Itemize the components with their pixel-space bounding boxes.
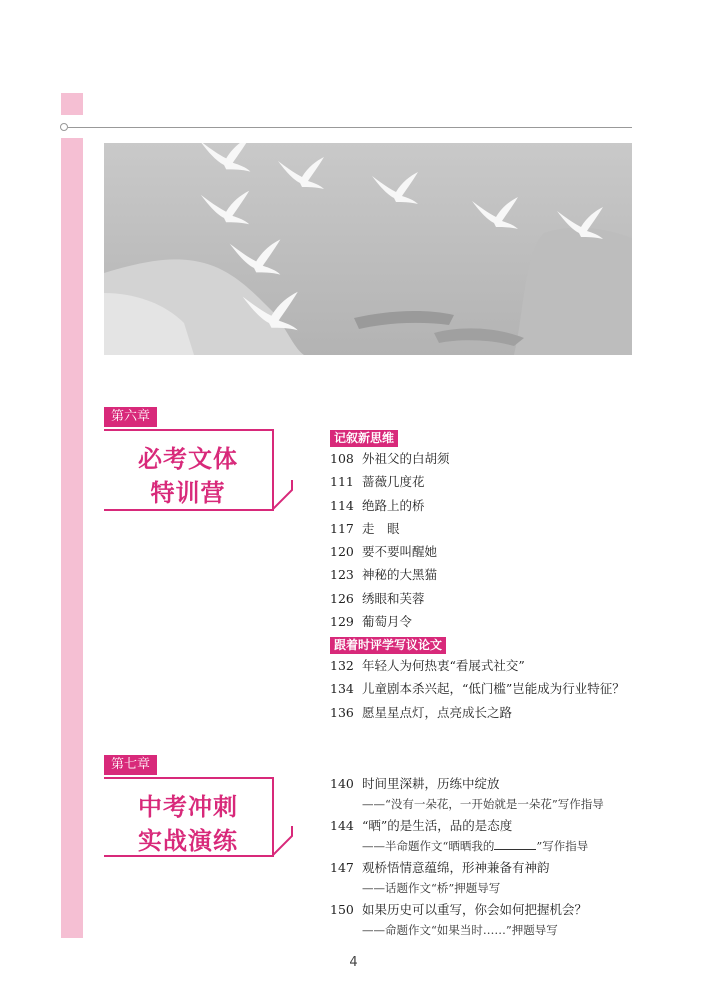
- toc-argument-list: [330, 654, 625, 724]
- egrets-photo: [104, 143, 632, 355]
- entry-title: 绝路上的桥: [362, 497, 425, 513]
- entry-title: 葡萄月令: [362, 614, 413, 630]
- page-number: 117: [330, 520, 354, 536]
- entry-title: 神秘的大黑猫: [362, 567, 438, 583]
- section-label-argument: 跟着时评学写议论文: [330, 637, 446, 654]
- page-number: 120: [330, 544, 354, 560]
- entry-title: 愿星星点灯，点亮成长之路: [362, 704, 513, 720]
- entry-title: 如果历史可以重写，你会如何把握机会？: [362, 902, 588, 917]
- chapter7-box-tail: [272, 826, 294, 856]
- page-number: 140: [330, 776, 354, 791]
- list-item[interactable]: [330, 815, 604, 837]
- list-item[interactable]: [330, 494, 450, 517]
- page-number: 132: [330, 658, 354, 673]
- subtitle-prefix: ——半命题作文“晒晒我的: [362, 839, 495, 853]
- chapter7-title-line1: 中考冲刺: [138, 793, 238, 821]
- list-item[interactable]: [330, 587, 450, 610]
- fill-in-blank: [494, 839, 536, 850]
- entry-subtitle: ——话题作文“桥”押题导写: [362, 881, 501, 895]
- list-item[interactable]: [330, 654, 625, 677]
- chapter7-tag: 第七章: [104, 755, 157, 775]
- entry-subtitle: [330, 837, 604, 857]
- chapter6-title-box: [104, 429, 274, 511]
- ring-ornament: [60, 123, 68, 131]
- entry-title: 时间里深耕，历练中绽放: [362, 776, 500, 791]
- entry-subtitle: ——“没有一朵花，一开始就是一朵花”写作指导: [362, 797, 604, 811]
- page-number: 114: [330, 497, 354, 513]
- chapter6-title-line2: 特训营: [150, 479, 226, 507]
- toc-exam-list: [330, 773, 604, 941]
- chapter7-title-line2: 实战演练: [138, 827, 238, 855]
- page-number: 144: [330, 818, 354, 833]
- entry-title: 儿童剧本杀兴起，“低门槛”岂能成为行业特征？: [362, 681, 625, 697]
- page-number: 147: [330, 860, 354, 875]
- subtitle-suffix: ”写作指导: [536, 839, 589, 853]
- page-number: 123: [330, 567, 354, 583]
- side-color-strip: [61, 138, 83, 938]
- list-item[interactable]: [330, 857, 604, 879]
- list-item[interactable]: [330, 610, 450, 633]
- entry-title: 要不要叫醒她: [362, 544, 438, 560]
- list-item[interactable]: [330, 563, 450, 586]
- list-item[interactable]: [330, 773, 604, 795]
- list-item[interactable]: [330, 540, 450, 563]
- entry-title: 蔷薇几度花: [362, 474, 425, 490]
- entry-title: “晒”的是生活，品的是态度: [362, 818, 513, 833]
- section-label-narrative: 记叙新思维: [330, 430, 398, 447]
- page-number: 136: [330, 704, 354, 720]
- toc-narrative-list: [330, 447, 450, 633]
- page-number: 111: [330, 474, 354, 490]
- entry-title: 走 眼: [362, 520, 400, 536]
- entry-subtitle: ——命题作文“如果当时……”押题导写: [362, 923, 558, 937]
- header-rule: [68, 127, 632, 128]
- list-item[interactable]: [330, 899, 604, 921]
- entry-title: 绣眼和芙蓉: [362, 590, 425, 606]
- chapter7-title-box: [104, 777, 274, 857]
- page-number: 126: [330, 590, 354, 606]
- page-number: 134: [330, 681, 354, 697]
- page-number-footer: 4: [349, 955, 358, 970]
- chapter6-box-tail: [272, 480, 294, 510]
- list-item[interactable]: [330, 447, 450, 470]
- entry-title: 观桥悟情意蕴绵，形神兼备有神韵: [362, 860, 550, 875]
- list-item[interactable]: [330, 517, 450, 540]
- entry-title: 年轻人为何热衷“看展式社交”: [362, 658, 525, 673]
- list-item[interactable]: [330, 470, 450, 493]
- entry-title: 外祖父的白胡须: [362, 451, 450, 466]
- list-item[interactable]: [330, 677, 625, 700]
- top-decor-block: [61, 93, 83, 115]
- list-item[interactable]: [330, 701, 625, 724]
- page-number: 108: [330, 451, 354, 466]
- chapter6-tag: 第六章: [104, 407, 157, 427]
- page-number: 150: [330, 902, 354, 917]
- page-number: 129: [330, 614, 354, 630]
- chapter6-title-line1: 必考文体: [138, 445, 238, 473]
